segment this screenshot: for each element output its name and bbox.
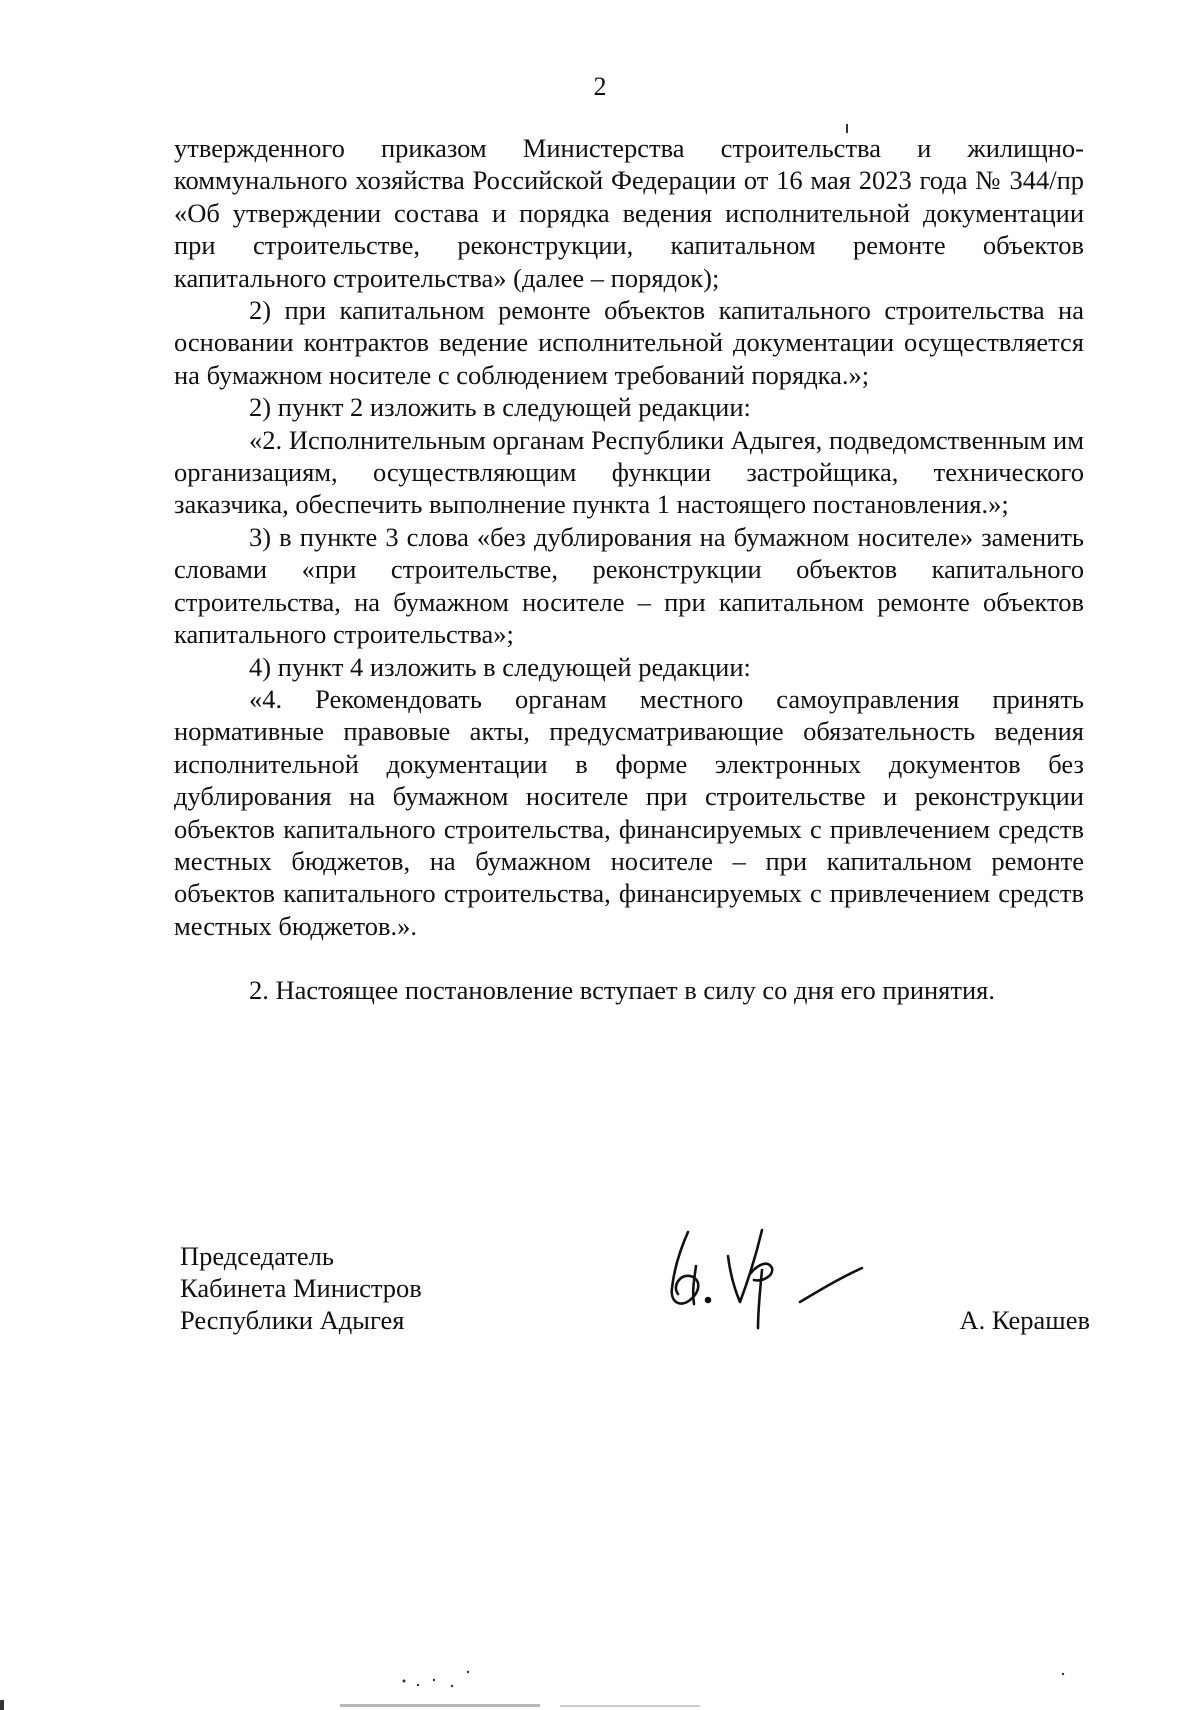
signer-position-line-2: Кабинета Министров bbox=[180, 1273, 422, 1303]
page-number: 2 bbox=[593, 72, 607, 101]
signer-position-line-3: Республики Адыгея bbox=[180, 1305, 405, 1335]
document-body bbox=[174, 132, 1084, 1007]
handwritten-signature bbox=[650, 1210, 870, 1340]
signer-name: А. Керашев bbox=[959, 1305, 1090, 1335]
signer-position bbox=[180, 1240, 422, 1336]
paragraph-item-2-heading: 2) пункт 2 изложить в следующей редакции: bbox=[249, 392, 751, 423]
signer-position-line-1: Председатель bbox=[180, 1241, 334, 1271]
signature-block bbox=[180, 1240, 1090, 1350]
paragraph-item-4-text: «4. Рекомендовать органам местного самоуправления принять нормативные правовые акты, предусматривающие обязательность ведения исполнительной документации в форме электронных документов без дублирования на бумажном носителе при строительстве и реконструкции объектов капитального строительства, финансируемых с привлечением средств местных бюджетов, на бумажном носителе – при капитальном ремонте объектов капитального строительства, финансируемых с привлечением средств местных бюджетов.». bbox=[174, 683, 1084, 941]
paragraph-item-3: 3) в пункте 3 слова «без дублирования на бумажном носителе» заменить словами «при строительстве, реконструкции объектов капитального строительства, на бумажном носителе – при капитальном ремонте объектов капитального строительства»; bbox=[174, 521, 1084, 650]
paragraph-order-reference: утвержденного приказом Министерства строительства и жилищно-коммунального хозяйства Российской Федерации от 16 мая 2023 года № 344/пр «Об утверждении состава и порядка ведения исполнительной документации при строительстве, реконструкции, капитальном ремонте объектов капитального строительства» (далее – порядок); bbox=[174, 133, 1084, 293]
paragraph-item-2-text: «2. Исполнительным органам Республики Адыгея, подведомственным им организациям, осуществляющим функции застройщика, технического заказчика, обеспечить выполнение пункта 1 настоящего постановления.»; bbox=[174, 424, 1084, 520]
paragraph-item-4-heading: 4) пункт 4 изложить в следующей редакции: bbox=[249, 651, 751, 682]
paragraph-capital-repair: 2) при капитальном ремонте объектов капитального строительства на основании контрактов ведение исполнительной документации осуществляется на бумажном носителе с соблюдением требований порядка.»; bbox=[174, 295, 1084, 390]
paragraph-entry-into-force: 2. Настоящее постановление вступает в силу со дня его принятия. bbox=[249, 975, 995, 1006]
